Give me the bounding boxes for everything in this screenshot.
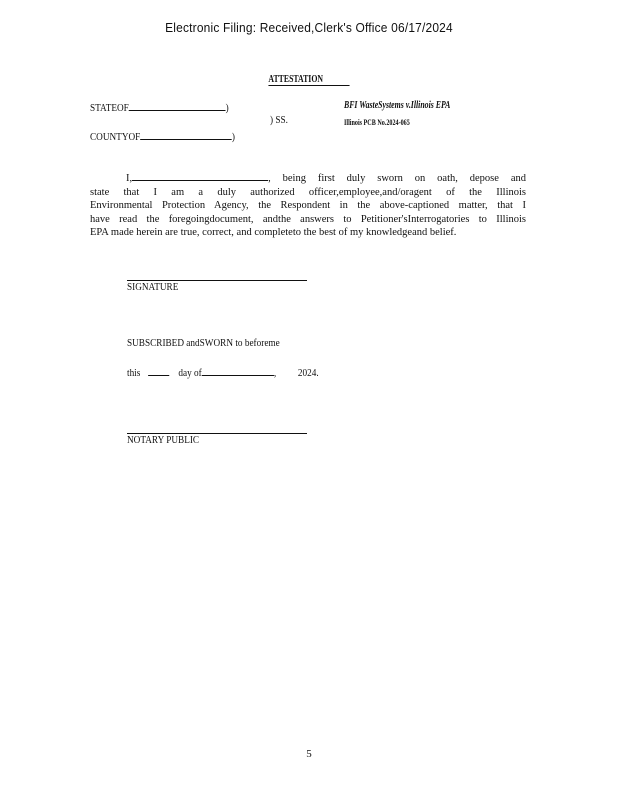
- filing-header: Electronic Filing: Received,Clerk's Office 06/17/2024: [165, 20, 453, 35]
- state-paren: ): [225, 103, 229, 114]
- year-label: 2024.: [297, 368, 319, 379]
- county-of-label: COUNTYOF: [90, 132, 141, 143]
- notary-signature-line: [127, 433, 307, 434]
- date-line: [127, 365, 319, 379]
- day-of-label: day of: [178, 368, 202, 379]
- body-line-2: state that I am a duly authorized officer,employee,and/oragent of the Illinois: [90, 186, 526, 198]
- state-of-row: [90, 100, 229, 114]
- day-blank: [148, 365, 169, 376]
- body-line-1: I, , being first duly sworn on oath, depose and: [90, 170, 526, 186]
- attestation-body: [90, 170, 526, 240]
- month-blank: [202, 365, 274, 376]
- date-comma: ,: [273, 368, 277, 379]
- subscribed-sworn-line: SUBSCRIBED andSWORN to beforeme: [127, 338, 280, 349]
- county-of-row: [90, 129, 235, 143]
- affiant-name-blank: [132, 170, 268, 181]
- notary-public-label: NOTARY PUBLIC: [127, 435, 200, 446]
- ss-label: ) SS.: [270, 115, 288, 126]
- attestation-title-text: ATTESTATION: [268, 74, 349, 86]
- state-blank-line: [129, 100, 226, 111]
- body-line-3: Environmental Protection Agency, the Respondent in the above-captioned matter, that I: [90, 200, 526, 211]
- county-blank-line: [140, 129, 232, 140]
- case-number: Illinois PCB No.2024-065: [344, 117, 410, 127]
- case-title: BFI WasteSystems v.Illinois EPA: [344, 100, 451, 111]
- page-number: 5: [306, 748, 312, 760]
- attestation-title: [68, 74, 550, 85]
- state-of-label: STATEOF: [90, 103, 129, 114]
- signature-line: [127, 280, 307, 281]
- body-line-4: have read the foregoingdocument, andthe answers to Petitioner'sInterrogatories to Illinois: [90, 213, 526, 225]
- county-paren: ): [231, 132, 235, 143]
- body-line-5: EPA made herein are true, correct, and completeto the best of my knowledgeand belief.: [90, 227, 457, 238]
- this-label: this: [127, 368, 141, 379]
- signature-label: SIGNATURE: [127, 282, 179, 293]
